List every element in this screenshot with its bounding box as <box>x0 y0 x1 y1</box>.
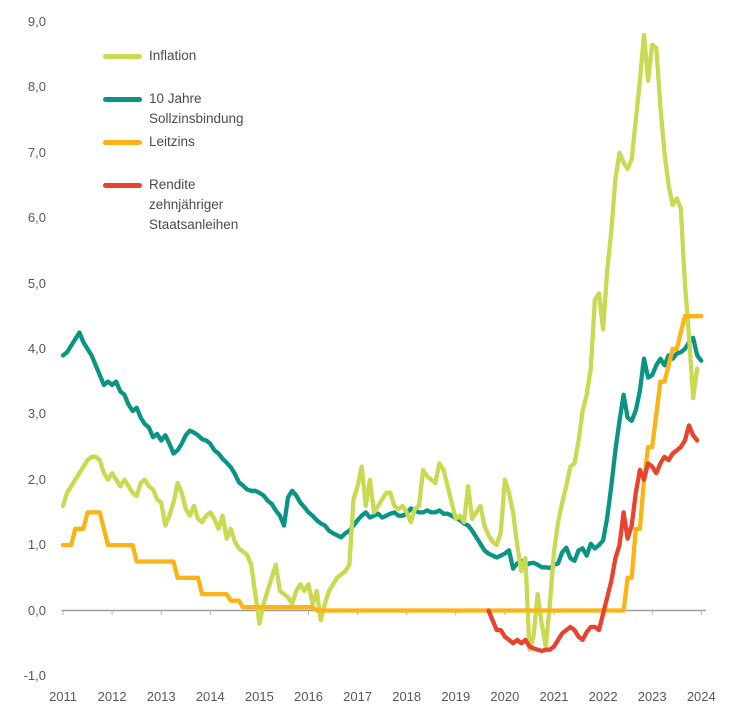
y-tick-label: 2,0 <box>27 471 46 487</box>
y-tick-label: 6,0 <box>27 210 46 226</box>
x-tick-label-2014: 2014 <box>195 689 225 704</box>
x-tick-label-2019: 2019 <box>441 689 471 704</box>
legend-label-leitzins: Leitzins <box>149 134 195 149</box>
legend-item-leitzins <box>103 132 195 152</box>
x-tick-label-2024: 2024 <box>686 689 716 704</box>
series-line-staatsanleihen <box>489 425 698 651</box>
x-tick-label-2022: 2022 <box>588 689 618 704</box>
series-line-sollzinsbindung <box>63 333 701 569</box>
x-tick-label-2012: 2012 <box>97 689 127 704</box>
y-tick-label: -1,0 <box>23 667 46 683</box>
x-tick-label-2016: 2016 <box>294 689 323 704</box>
y-tick-label: 4,0 <box>27 340 46 356</box>
y-tick-label: 3,0 <box>27 406 46 422</box>
x-tick-label-2020: 2020 <box>490 689 520 704</box>
legend-swatch-staatsanleihen <box>103 183 142 188</box>
legend-swatch-inflation <box>103 54 142 59</box>
legend-item-sollzinsbindung <box>103 89 244 129</box>
x-tick-label-2013: 2013 <box>146 689 176 704</box>
x-tick-label-2021: 2021 <box>539 689 569 704</box>
x-tick-label-2015: 2015 <box>244 689 274 704</box>
series-line-leitzins <box>63 316 701 610</box>
x-tick-label-2011: 2011 <box>49 689 77 704</box>
x-tick-label-2023: 2023 <box>637 689 667 704</box>
x-tick-label-2017: 2017 <box>343 689 373 704</box>
legend-label-staatsanleihen: Rendite zehnjähriger Staatsanleihen <box>149 177 239 232</box>
y-tick-label: 7,0 <box>27 144 46 160</box>
y-tick-label: 5,0 <box>27 275 46 291</box>
legend-swatch-leitzins <box>103 140 142 145</box>
y-tick-label: 0,0 <box>27 602 46 618</box>
legend-label-inflation: Inflation <box>149 48 197 63</box>
y-tick-label: 1,0 <box>27 537 46 553</box>
legend-item-inflation <box>103 46 196 66</box>
y-tick-label: 8,0 <box>27 79 46 95</box>
legend-item-staatsanleihen <box>103 175 238 235</box>
legend-swatch-sollzinsbindung <box>103 97 142 102</box>
x-tick-label-2018: 2018 <box>392 689 422 704</box>
legend-label-sollzinsbindung: 10 Jahre Sollzinsbindung <box>149 91 244 126</box>
y-tick-label: 9,0 <box>27 13 46 29</box>
